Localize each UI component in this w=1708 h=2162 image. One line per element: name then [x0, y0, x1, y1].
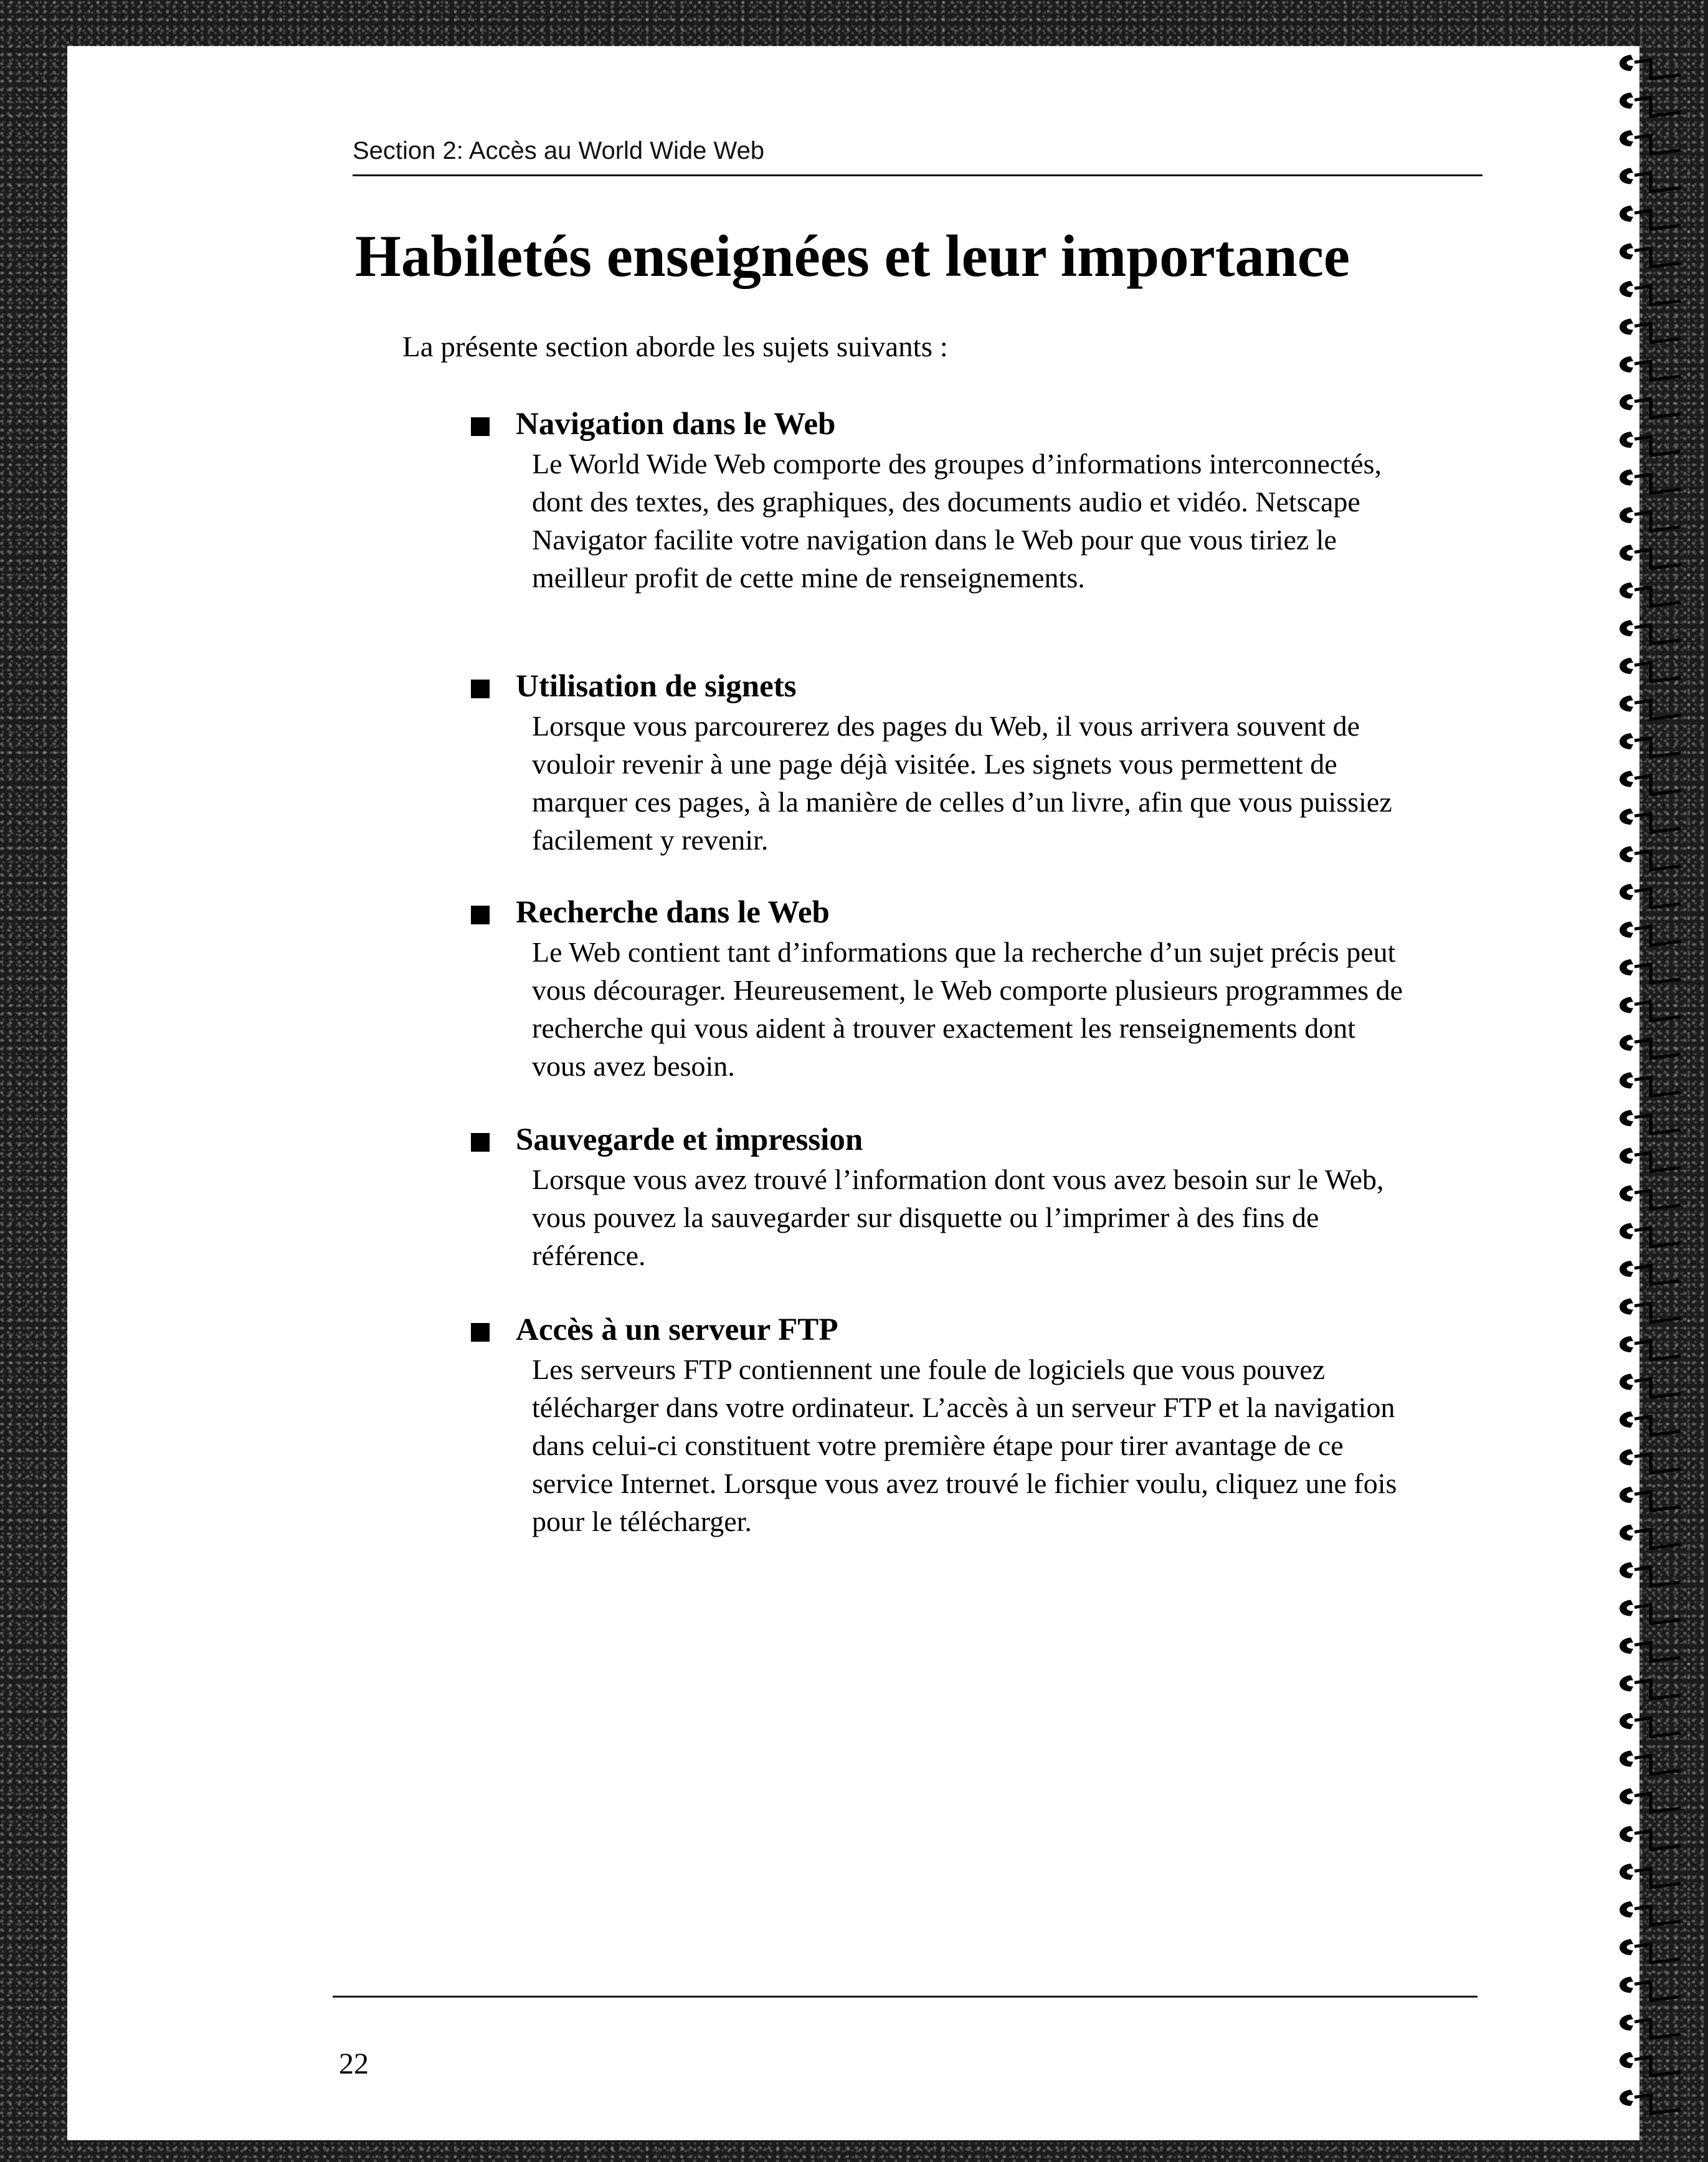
binding-coil	[1620, 545, 1681, 569]
binding-coil	[1620, 394, 1681, 418]
binding-coil	[1620, 2090, 1681, 2113]
intro-text: La présente section aborde les sujets suivants :	[402, 331, 948, 363]
topic-body: Les serveurs FTP contiennent une foule de logiciels que vous pouvez télécharger dans votre ordinateur. L’accès à un serveur FTP et la navigation dans celui-ci constituent votre première étape pour tirer avantage de ce service Internet. Lorsque vous avez trouvé le fichier voulu, cliquez une fois pour le télécharger.	[532, 1354, 1397, 1537]
binding-coil	[1620, 168, 1681, 192]
binding-coil	[1620, 922, 1681, 946]
binding-coil	[1620, 733, 1681, 757]
topic-body: Le World Wide Web comporte des groupes d’informations interconnectés, dont des textes, des graphiques, des documents audio et vidéo. Netscape Navigator facilite votre navigation dans le Web pour que vous tiriez le meilleur profit de cette mine de renseignements.	[532, 448, 1382, 594]
binding-coil	[1620, 1788, 1681, 1812]
binding-coil	[1620, 582, 1681, 606]
square-bullet-icon	[471, 1323, 490, 1342]
binding-coil	[1620, 2052, 1681, 2076]
binding-coil	[1620, 1902, 1681, 1925]
binding-coil	[1620, 1261, 1681, 1284]
binding-coil	[1620, 319, 1681, 343]
binding-coil	[1620, 1487, 1681, 1510]
binding-coil	[1620, 55, 1681, 78]
binding-coil	[1620, 997, 1681, 1021]
binding-coil	[1620, 2014, 1681, 2038]
binding-coil	[1620, 620, 1681, 644]
binding-coil	[1620, 130, 1681, 154]
binding-coil	[1620, 1110, 1681, 1134]
binding-coil	[1620, 432, 1681, 455]
topic-body: Lorsque vous avez trouvé l’information dont vous avez besoin sur le Web, vous pouvez la sauvegarder sur disquette ou l’imprimer à des fins de référence.	[532, 1164, 1384, 1271]
binding-coil	[1620, 1336, 1681, 1360]
topic-title: Utilisation de signets	[516, 669, 797, 704]
binding-coil	[1620, 356, 1681, 380]
binding-coil	[1620, 1939, 1681, 1963]
binding-coil	[1620, 696, 1681, 719]
topic-body: Le Web contient tant d’informations que la recherche d’un sujet précis peut vous décourager. Heureusement, le Web comporte plusieurs programmes de recherche qui vous aident à trouver exactement les renseignements dont vous avez besoin.	[532, 936, 1403, 1082]
page-number: 22	[339, 2047, 369, 2080]
topic-title: Recherche dans le Web	[516, 895, 830, 930]
binding-coil	[1620, 1374, 1681, 1398]
binding-coil	[1620, 470, 1681, 493]
binding-coil	[1620, 1148, 1681, 1172]
header-rule	[353, 174, 1483, 176]
binding-coil	[1620, 1525, 1681, 1548]
binding-coil	[1620, 1411, 1681, 1435]
binding-coil	[1620, 244, 1681, 267]
binding-coil	[1620, 1864, 1681, 1887]
square-bullet-icon	[471, 906, 490, 924]
square-bullet-icon	[471, 680, 490, 698]
binding-coil	[1620, 846, 1681, 870]
square-bullet-icon	[471, 1133, 490, 1152]
topic-body: Lorsque vous parcourerez des pages du Web, il vous arrivera souvent de vouloir revenir à une page déjà visitée. Les signets vous permettent de marquer ces pages, à la manière de celles d’un livre, afin que vous puissiez facilement y revenir.	[532, 710, 1392, 856]
binding-coil	[1620, 1713, 1681, 1737]
footer-rule	[333, 1996, 1478, 1998]
binding-coil	[1620, 771, 1681, 795]
binding-coil	[1620, 959, 1681, 983]
binding-coil	[1620, 808, 1681, 832]
binding-coil	[1620, 1600, 1681, 1624]
topic-title: Navigation dans le Web	[516, 407, 836, 442]
binding-coil	[1620, 1562, 1681, 1586]
topic-title: Accès à un serveur FTP	[516, 1312, 838, 1347]
binding-coil	[1620, 93, 1681, 116]
document-page	[67, 46, 1639, 2140]
binding-coil	[1620, 1299, 1681, 1322]
topic-title: Sauvegarde et impression	[516, 1122, 863, 1157]
binding-coil	[1620, 1638, 1681, 1661]
binding-coil	[1620, 1826, 1681, 1850]
binding-coil	[1620, 884, 1681, 908]
binding-coil	[1620, 658, 1681, 681]
page-title: Habiletés enseignées et leur importance	[355, 223, 1350, 289]
square-bullet-icon	[471, 417, 490, 436]
binding-coil	[1620, 1751, 1681, 1775]
binding-coil	[1620, 1073, 1681, 1096]
running-header: Section 2: Accès au World Wide Web	[353, 137, 765, 164]
binding-coil	[1620, 281, 1681, 305]
binding-coil	[1620, 1676, 1681, 1699]
binding-coil	[1620, 1449, 1681, 1473]
binding-coil	[1620, 1223, 1681, 1247]
spiral-binding	[1612, 44, 1706, 2136]
binding-coil	[1620, 1185, 1681, 1209]
binding-coil	[1620, 507, 1681, 531]
binding-coil	[1620, 1977, 1681, 2001]
binding-coil	[1620, 1035, 1681, 1058]
binding-coil	[1620, 206, 1681, 229]
